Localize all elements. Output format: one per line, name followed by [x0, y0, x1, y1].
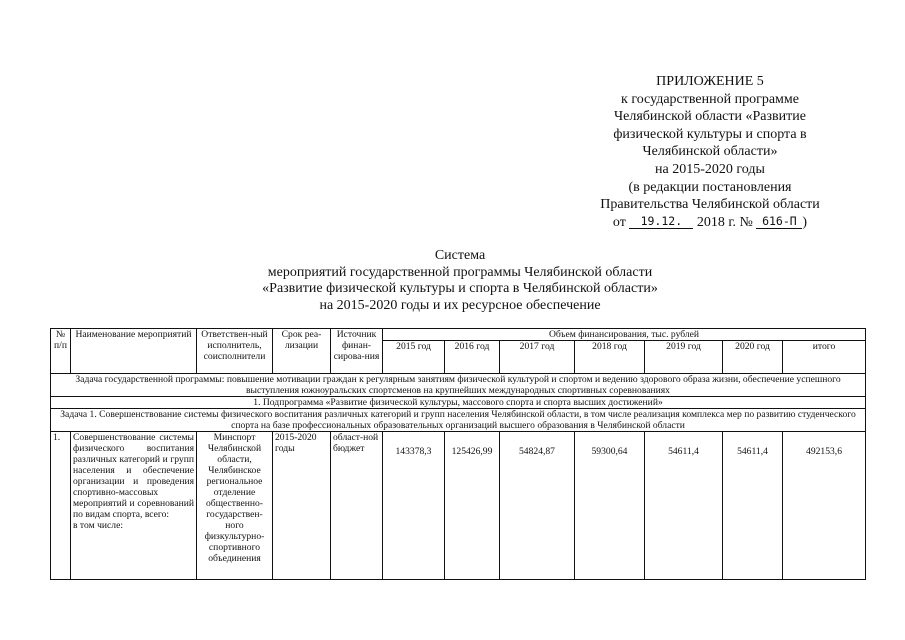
- row-value-2017: 54824,87: [500, 432, 575, 580]
- close-paren: ): [802, 214, 808, 230]
- heading-line: мероприятий государственной программы Челябинской области: [267, 264, 653, 280]
- task-row: [51, 409, 866, 432]
- row-value-2020: 54611,4: [723, 432, 783, 580]
- appendix-date-line: [560, 214, 860, 232]
- task-text: Задача 1. Совершенствование системы физического воспитания различных категорий и групп населения Челябинской области, в том числе реализация комплекса мер по развитию студенческого спорта на базе профессиональных образовательных организаций высшего образования в Челябинской области: [51, 409, 866, 432]
- document-heading: [200, 248, 720, 314]
- date-prefix: от: [612, 214, 626, 230]
- row-value-2018: 59300,64: [575, 432, 645, 580]
- row-value-2016: 125426,99: [445, 432, 500, 580]
- goal-row: [51, 374, 866, 397]
- row-value-total: 492153,6: [783, 432, 866, 580]
- appendix-line: к государственной программе: [621, 91, 799, 107]
- table-row: [51, 432, 866, 580]
- row-period: 2015-2020 годы: [273, 432, 331, 580]
- appendix-line: (в редакции постановления: [628, 179, 792, 195]
- heading-line: на 2015-2020 годы и их ресурсное обеспечение: [319, 297, 601, 313]
- header-year: 2017 год: [500, 341, 575, 374]
- number-field: 616-П: [756, 215, 802, 229]
- appendix-line: на 2015-2020 годы: [655, 161, 765, 177]
- appendix-block: [560, 73, 860, 231]
- appendix-line: Правительства Челябинской области: [600, 197, 820, 213]
- header-row: [51, 329, 866, 341]
- header-year: 2019 год: [645, 341, 723, 374]
- header-year: 2020 год: [723, 341, 783, 374]
- subprogram-text: 1. Подпрограмма «Развитие физической культуры, массового спорта и спорта высших достижений»: [51, 397, 866, 409]
- year-text: 2018 г. №: [696, 214, 753, 230]
- goal-text: Задача государственной программы: повышение мотивации граждан к регулярным занятиям физической культурой и спортом и ведению здорового образа жизни, обеспечение успешного выступления южноуральских спортсменов на крупнейших международных спортивных соревнованиях: [51, 374, 866, 397]
- row-num: 1.: [51, 432, 71, 580]
- header-funding: Объем финансирования, тыс. рублей: [383, 329, 866, 341]
- header-source: Источник финан-сирова-ния: [331, 329, 383, 374]
- appendix-line: Челябинской области»: [642, 144, 778, 160]
- activities-table: [50, 328, 866, 580]
- row-source: област-ной бюджет: [331, 432, 383, 580]
- header-year: 2018 год: [575, 341, 645, 374]
- header-year: 2015 год: [383, 341, 445, 374]
- header-total: итого: [783, 341, 866, 374]
- row-value-2015: 143378,3: [383, 432, 445, 580]
- header-name: Наименование мероприятий: [71, 329, 197, 374]
- date-field: 19.12.: [629, 215, 693, 229]
- subprogram-row: [51, 397, 866, 409]
- row-name-tail: в том числе:: [73, 520, 124, 531]
- header-num: № п/п: [51, 329, 71, 374]
- header-period: Срок реа-лизации: [273, 329, 331, 374]
- appendix-line: физической культуры и спорта в: [613, 126, 807, 142]
- heading-line: «Развитие физической культуры и спорта в Челябинской области»: [262, 281, 658, 297]
- heading-title: Система: [434, 248, 486, 263]
- appendix-line: Челябинской области «Развитие: [614, 109, 806, 125]
- appendix-title: ПРИЛОЖЕНИЕ 5: [656, 74, 764, 89]
- header-responsible: Ответствен-ный исполнитель, соисполнители: [197, 329, 273, 374]
- row-name: Совершенствование системы физического воспитания различных категорий и групп населения и обеспечение организации и проведения спортивно-массовых мероприятий и соревнований по видам спорта, всего:: [73, 432, 194, 520]
- row-value-2019: 54611,4: [645, 432, 723, 580]
- header-year: 2016 год: [445, 341, 500, 374]
- row-name-cell: [71, 432, 197, 580]
- row-responsible: Минспорт Челябинской области, Челябинское региональное отделение общественно-государствен-ного физкультурно-спортивного объединения: [197, 432, 273, 580]
